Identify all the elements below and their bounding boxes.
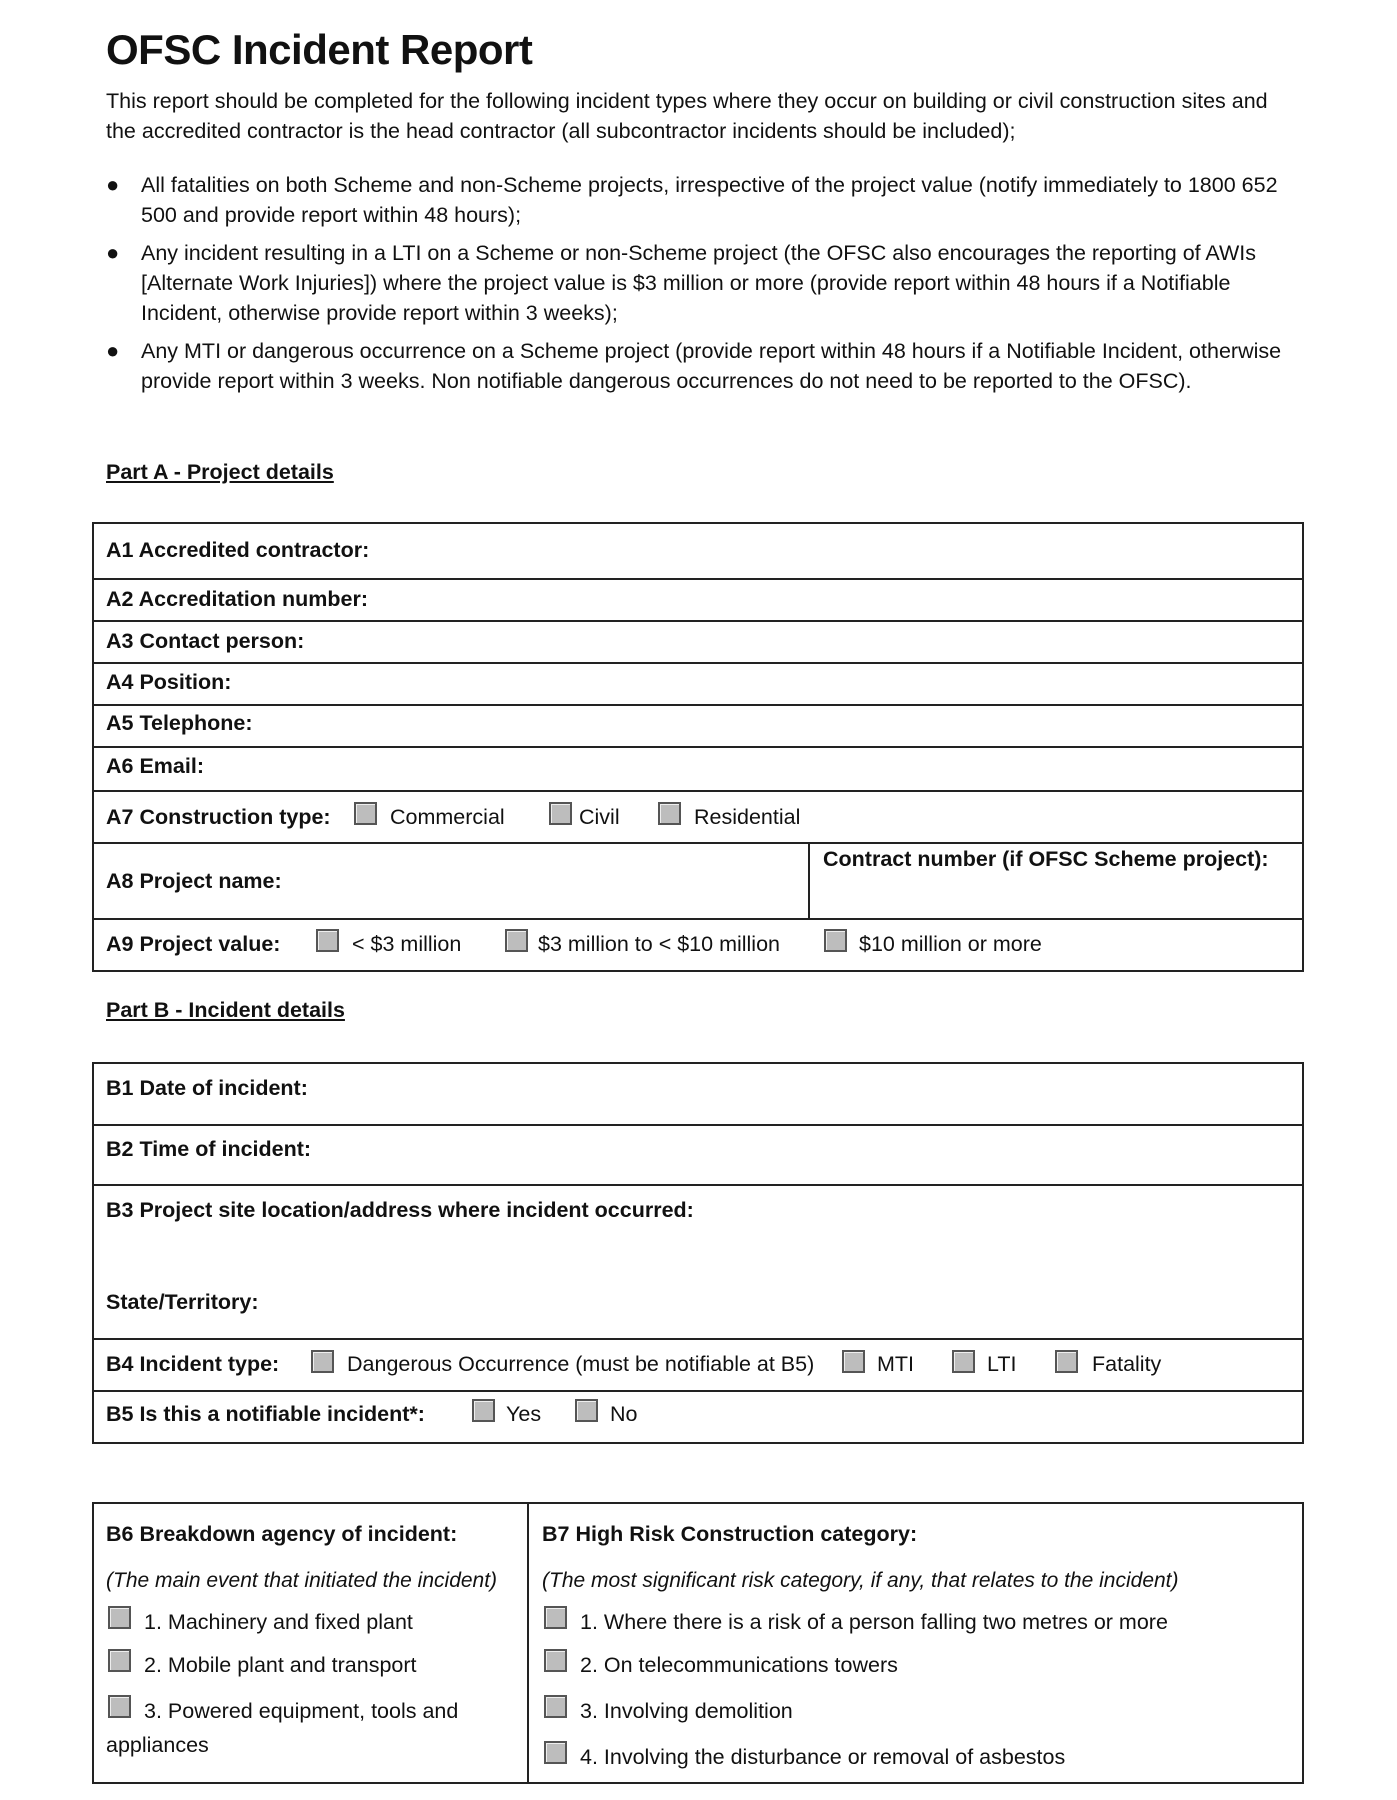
a1-row[interactable] (94, 524, 1302, 580)
state-territory-label: State/Territory: (106, 1290, 259, 1314)
a8-label[interactable]: A8 Project name: (106, 869, 282, 893)
part-a-table (92, 522, 1304, 972)
lti-option-label: LTI (987, 1352, 1017, 1376)
notifiable-no-checkbox[interactable] (575, 1399, 598, 1422)
a9-label: A9 Project value: (106, 932, 281, 956)
mti-option-label: MTI (877, 1352, 915, 1376)
part-a-heading: Part A - Project details (106, 460, 334, 484)
dangerous-occurrence-checkbox[interactable] (311, 1350, 334, 1373)
b6-note: (The main event that initiated the incident) (106, 1569, 498, 1592)
b6-item-3-label: 3. Powered equipment, tools and (144, 1699, 459, 1723)
b6-b7-table (92, 1502, 1304, 1784)
commercial-option-label: Commercial (390, 805, 505, 829)
b4-row (94, 1340, 1302, 1392)
b6-item-1-checkbox[interactable] (108, 1606, 131, 1629)
a9-row (94, 920, 1302, 972)
b7-note: (The most significant risk category, if any, that relates to the incident) (542, 1569, 1179, 1592)
list-item: ● All fatalities on both Scheme and non-Scheme projects, irrespective of the project value (notify immediately to 1800 652 500 and provide report within 48 hours); (106, 172, 1278, 227)
b7-item-4-checkbox[interactable] (544, 1741, 567, 1764)
part-b-heading: Part B - Incident details (106, 998, 345, 1022)
3m-to-10m-checkbox[interactable] (505, 929, 528, 952)
a3-label: A3 Contact person: (106, 629, 305, 653)
notifiable-yes-checkbox[interactable] (472, 1399, 495, 1422)
b6-b7-divider (527, 1504, 529, 1782)
10m-plus-option-label: $10 million or more (859, 932, 1042, 956)
a4-row[interactable] (94, 664, 1302, 706)
b3-row[interactable] (94, 1186, 1302, 1340)
b5-label: B5 Is this a notifiable incident*: (106, 1402, 425, 1426)
a1-label: A1 Accredited contractor: (106, 538, 370, 562)
notifiable-yes-label: Yes (506, 1402, 542, 1426)
b7-item-2-label: 2. On telecommunications towers (580, 1653, 898, 1677)
under-3m-checkbox[interactable] (316, 929, 339, 952)
commercial-checkbox[interactable] (354, 802, 377, 825)
10m-plus-checkbox[interactable] (824, 929, 847, 952)
b6-item-3-label-cont: appliances (106, 1733, 209, 1757)
a7-label: A7 Construction type: (106, 805, 331, 829)
b3-label: B3 Project site location/address where incident occurred: (106, 1198, 694, 1222)
b2-label: B2 Time of incident: (106, 1137, 312, 1161)
residential-checkbox[interactable] (658, 802, 681, 825)
b2-row[interactable] (94, 1126, 1302, 1186)
3m-to-10m-option-label: $3 million to < $10 million (538, 932, 781, 956)
a7-row (94, 792, 1302, 844)
part-b-table (92, 1062, 1304, 1444)
a5-label: A5 Telephone: (106, 711, 253, 735)
contract-number-label[interactable]: Contract number (if OFSC Scheme project): (823, 847, 1269, 871)
b7-item-3-label: 3. Involving demolition (580, 1699, 793, 1723)
b7-item-2-checkbox[interactable] (544, 1649, 567, 1672)
page-title: OFSC Incident Report (106, 26, 533, 73)
intro-text: This report should be completed for the following incident types where they occur on building or civil construction sites and the accredited contractor is the head contractor (all subcontractor incidents should be included); (106, 89, 1268, 143)
incident-types-list (106, 170, 1286, 404)
fatality-checkbox[interactable] (1055, 1350, 1078, 1373)
a4-label: A4 Position: (106, 670, 232, 694)
b7-item-4-label: 4. Involving the disturbance or removal of asbestos (580, 1745, 1066, 1769)
list-item: ● Any incident resulting in a LTI on a Scheme or non-Scheme project (the OFSC also encourages the reporting of AWIs [Alternate Work Injuries]) where the project value is $3 million or more (provide report within 48 hours if a Notifiable Incident, otherwise provide report within 3 weeks); (106, 240, 1256, 325)
b6-label: B6 Breakdown agency of incident: (106, 1522, 458, 1546)
bullet-icon: ● (106, 172, 120, 197)
a6-row[interactable] (94, 748, 1302, 792)
b6-item-1-label: 1. Machinery and fixed plant (144, 1610, 413, 1634)
lti-checkbox[interactable] (952, 1350, 975, 1373)
civil-checkbox[interactable] (549, 802, 572, 825)
under-3m-option-label: < $3 million (352, 932, 462, 956)
notifiable-no-label: No (610, 1402, 638, 1426)
b7-label: B7 High Risk Construction category: (542, 1522, 918, 1546)
b1-label: B1 Date of incident: (106, 1076, 308, 1100)
b6-item-3-checkbox[interactable] (108, 1695, 131, 1718)
residential-option-label: Residential (694, 805, 801, 829)
b7-item-1-label: 1. Where there is a risk of a person falling two metres or more (580, 1610, 1168, 1634)
list-item: ● Any MTI or dangerous occurrence on a Scheme project (provide report within 48 hours if a Notifiable Incident, otherwise provide report within 3 weeks. Non notifiable dangerous occurrences do not need to be reported to the OFSC). (106, 338, 1282, 393)
a2-row[interactable] (94, 580, 1302, 622)
a6-label: A6 Email: (106, 754, 204, 778)
b5-row (94, 1392, 1302, 1444)
b7-item-1-checkbox[interactable] (544, 1606, 567, 1629)
b4-label: B4 Incident type: (106, 1352, 280, 1376)
a8-row (94, 844, 1302, 920)
fatality-option-label: Fatality (1092, 1352, 1162, 1376)
b1-row[interactable] (94, 1064, 1302, 1126)
b6-item-2-label: 2. Mobile plant and transport (144, 1653, 417, 1677)
bullet-icon: ● (106, 240, 120, 265)
bullet-icon: ● (106, 338, 120, 363)
dangerous-occurrence-option-label: Dangerous Occurrence (must be notifiable at B5) (347, 1352, 815, 1376)
b6-item-2-checkbox[interactable] (108, 1649, 131, 1672)
a5-row[interactable] (94, 706, 1302, 748)
civil-option-label: Civil (579, 805, 620, 829)
a8-divider (808, 844, 810, 918)
mti-checkbox[interactable] (842, 1350, 865, 1373)
a2-label: A2 Accreditation number: (106, 587, 369, 611)
a3-row[interactable] (94, 622, 1302, 664)
b7-item-3-checkbox[interactable] (544, 1695, 567, 1718)
